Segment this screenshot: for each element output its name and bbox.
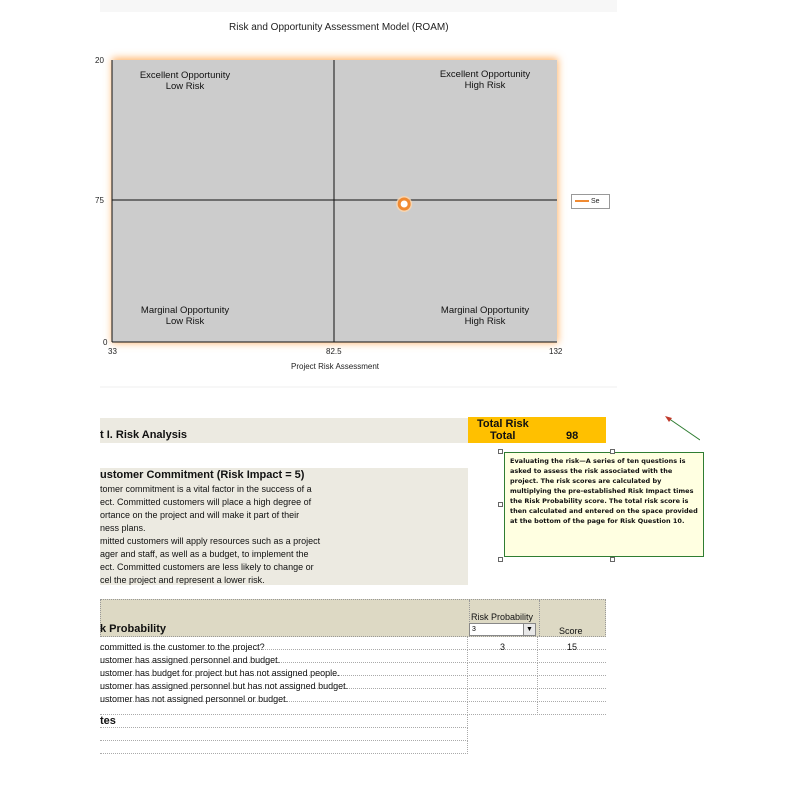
option-text: ustomer has assigned personnel and budget.	[100, 655, 281, 665]
commitment-title: ustomer Commitment (Risk Impact = 5)	[100, 469, 305, 481]
risk-probability-dropdown[interactable]	[469, 623, 536, 636]
commitment-line: ager and staff, as well as a budget, to implement the	[100, 549, 309, 559]
chevron-down-icon[interactable]: ▼	[523, 624, 535, 635]
y-tick-top: 20	[95, 56, 104, 65]
series-points	[396, 196, 412, 212]
score-value: 15	[566, 642, 577, 652]
table-row[interactable]	[100, 637, 606, 650]
table-row[interactable]	[100, 676, 606, 689]
x-axis-label: Project Risk Assessment	[291, 362, 380, 371]
resize-handle[interactable]	[498, 449, 503, 454]
score-header: Score	[559, 626, 583, 636]
table-row[interactable]	[100, 663, 606, 676]
commitment-line: cel the project and represent a lower risk.	[100, 575, 265, 585]
option-text: ustomer has assigned personnel but has not assigned budget.	[100, 681, 349, 691]
chart-legend[interactable]	[571, 194, 610, 209]
chart-title: Risk and Opportunity Assessment Model (ROAM)	[229, 22, 449, 33]
commitment-line: ect. Committed customers will place a high degree of	[100, 497, 312, 507]
legend-swatch	[575, 200, 589, 202]
cell-comment-box[interactable]	[504, 452, 704, 557]
resize-handle[interactable]	[498, 557, 503, 562]
y-tick-mid: 75	[95, 196, 104, 205]
option-text: ustomer has budget for project but has not assigned people.	[100, 668, 340, 678]
commitment-line: ortance on the project and will make it part of their	[100, 510, 300, 520]
option-text: ustomer has not assigned personnel or budget.	[100, 694, 289, 704]
total-label: Total	[490, 430, 516, 442]
comment-arrow-icon	[660, 412, 700, 442]
table-row[interactable]	[100, 650, 606, 663]
x-tick-min: 33	[108, 347, 117, 356]
notes-row[interactable]	[100, 728, 468, 741]
dropdown-value: 3	[472, 626, 476, 633]
resize-handle[interactable]	[610, 557, 615, 562]
risk-probability-header: Risk Probability	[471, 612, 534, 622]
section-title: t I. Risk Analysis	[100, 429, 188, 441]
table-row[interactable]	[100, 689, 606, 702]
probability-title: k Probability	[100, 623, 167, 635]
notes-row[interactable]	[100, 741, 468, 754]
quadrant-label-bottom-left: Marginal Opportunity Low Risk	[140, 305, 230, 327]
total-value: 98	[566, 430, 579, 442]
commitment-line: ness plans.	[100, 523, 146, 533]
total-risk-label: Total Risk	[477, 418, 529, 430]
question-text: committed is the customer to the project?	[100, 642, 265, 652]
quadrant-label-top-right: Excellent Opportunity High Risk	[439, 69, 531, 91]
quadrant-label-top-left: Excellent Opportunity Low Risk	[139, 70, 231, 92]
data-point[interactable]	[399, 199, 409, 209]
x-tick-mid: 82.5	[326, 347, 342, 356]
notes-row[interactable]	[100, 715, 468, 728]
comment-text: Evaluating the risk—A series of ten questions is asked to assess the risk associated with the project. The risk scores are calculated by multiplying the pre-established Risk Impact times the Risk Probability score. The total risk score is then calculated and entered on the space provided at the bottom of the page for Risk Question 10.	[510, 457, 698, 525]
commitment-line: tomer commitment is a vital factor in the success of a	[100, 484, 312, 494]
quadrant-label-bottom-right: Marginal Opportunity High Risk	[440, 305, 530, 327]
commitment-line: ect. Committed customers are less likely to change or	[100, 562, 314, 572]
notes-title: tes	[100, 715, 116, 727]
resize-handle[interactable]	[498, 502, 503, 507]
probability-value[interactable]: 3	[499, 642, 505, 652]
resize-handle[interactable]	[610, 449, 615, 454]
table-row[interactable]	[100, 702, 606, 715]
y-tick-bottom: 0	[103, 338, 108, 347]
legend-entry: Se	[591, 198, 600, 205]
commitment-line: mitted customers will apply resources such as a project	[100, 536, 321, 546]
x-tick-max: 132	[549, 347, 563, 356]
